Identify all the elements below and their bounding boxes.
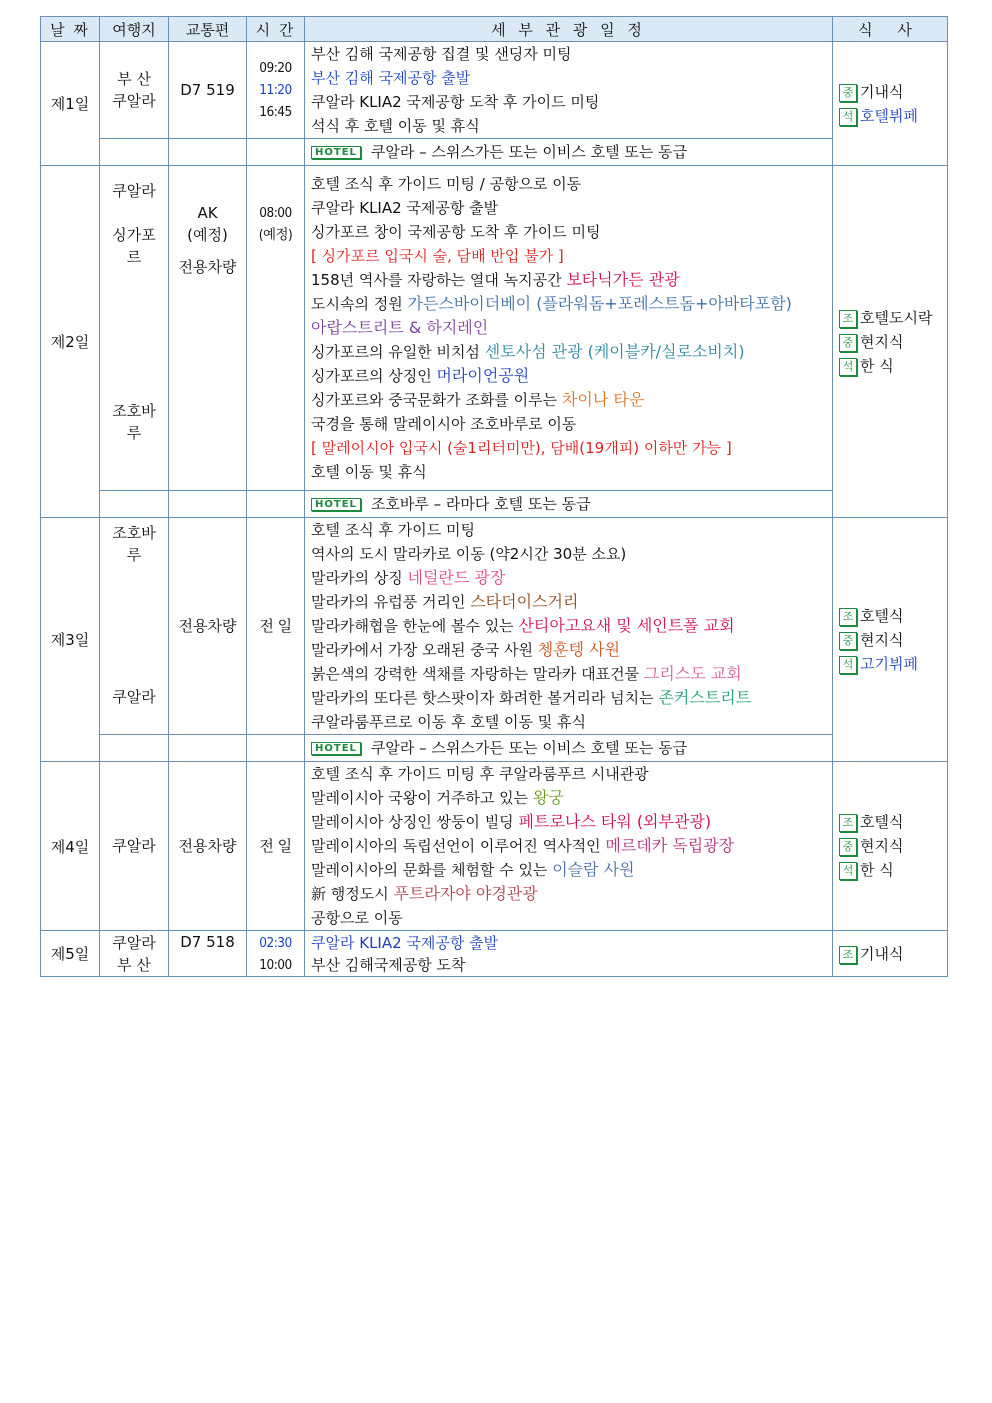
day5-places bbox=[100, 931, 169, 977]
schedule-line bbox=[311, 662, 826, 686]
meal-tag: 중 bbox=[839, 838, 857, 856]
schedule-text: 말레이시아의 독립선언이 이루어진 역사적인 bbox=[311, 837, 606, 855]
schedule-line: 쿠알라 KLIA2 국제공항 도착 후 가이드 미팅 bbox=[311, 93, 600, 111]
day3-hotel-row bbox=[41, 735, 948, 762]
schedule-text: 말라카의 유럽풍 거리인 bbox=[311, 593, 471, 611]
meal-tag: 중 bbox=[839, 632, 857, 650]
day5-time-2: 10:00 bbox=[259, 956, 292, 973]
meal-item bbox=[839, 628, 941, 652]
day5-meals bbox=[833, 931, 948, 977]
header-schedule: 세 부 관 광 일 정 bbox=[305, 17, 833, 42]
day2-time-1: 08:00 bbox=[259, 205, 292, 221]
schedule-text: 싱가포르의 유일한 비치섬 bbox=[311, 343, 485, 361]
schedule-text: 말라카해협을 한눈에 볼수 있는 bbox=[311, 617, 519, 635]
highlight-text: 머라이언공원 bbox=[436, 366, 530, 385]
day1-row bbox=[41, 42, 948, 139]
schedule-line bbox=[311, 858, 826, 882]
day2-times bbox=[247, 166, 305, 491]
meal-text: 기내식 bbox=[860, 82, 904, 101]
meal-tag: 조 bbox=[839, 946, 857, 964]
schedule-line: 아랍스트리트 & 하지레인 bbox=[311, 318, 489, 337]
day2-transport bbox=[169, 166, 247, 491]
hotel-text: 조호바루 – 라마다 호텔 또는 동급 bbox=[370, 495, 591, 513]
meal-item bbox=[839, 306, 941, 330]
schedule-text: 新 행정도시 bbox=[311, 885, 394, 903]
day2-place-1: 쿠알라 bbox=[112, 182, 156, 200]
day5-transport: D7 518 bbox=[169, 931, 247, 977]
meal-text: 호텔뷔페 bbox=[860, 106, 918, 125]
meal-tag: 석 bbox=[839, 358, 857, 376]
day4-transport: 전용차량 bbox=[169, 762, 247, 931]
schedule-line: 공항으로 이동 bbox=[311, 909, 403, 927]
schedule-line: [ 싱가포르 입국시 술, 담배 반입 불가 ] bbox=[311, 247, 564, 265]
meal-item bbox=[839, 354, 941, 378]
day1-place-2: 쿠알라 bbox=[112, 92, 156, 110]
day3-hotel bbox=[305, 735, 833, 762]
highlight-text: 차이나 타운 bbox=[561, 390, 645, 409]
schedule-text: 말레이시아 상징인 쌍둥이 빌딩 bbox=[311, 813, 519, 831]
day1-time-2: 11:20 bbox=[259, 82, 292, 98]
day3-meals bbox=[833, 518, 948, 762]
day2-label: 제2일 bbox=[41, 166, 100, 518]
schedule-line bbox=[311, 590, 826, 614]
day1-places bbox=[100, 42, 169, 139]
schedule-line: 부산 김해국제공항 도착 bbox=[311, 955, 466, 974]
hotel-icon: HOTEL bbox=[311, 498, 361, 511]
schedule-line bbox=[311, 364, 826, 388]
day1-place-1: 부 산 bbox=[117, 70, 151, 88]
highlight-text: 센토사섬 관광 (케이블카/실로소비치) bbox=[484, 342, 745, 361]
day2-transport-1: AK bbox=[197, 204, 218, 222]
meal-item bbox=[839, 652, 941, 676]
day3-transport: 전용차량 bbox=[169, 518, 247, 735]
day3-place-2: 쿠알라 bbox=[112, 688, 156, 706]
schedule-line: 호텔 조식 후 가이드 미팅 bbox=[311, 521, 475, 539]
day2-places bbox=[100, 166, 169, 491]
meal-tag: 조 bbox=[839, 608, 857, 626]
day5-schedule bbox=[305, 931, 833, 977]
day4-place: 쿠알라 bbox=[100, 762, 169, 931]
meal-tag: 중 bbox=[839, 334, 857, 352]
day3-places bbox=[100, 518, 169, 735]
header-date: 날 짜 bbox=[41, 17, 100, 42]
schedule-line: 쿠알라 KLIA2 국제공항 출발 bbox=[311, 933, 499, 952]
meal-item bbox=[839, 104, 941, 128]
day2-schedule bbox=[305, 166, 833, 491]
schedule-line bbox=[311, 566, 826, 590]
schedule-line bbox=[311, 614, 826, 638]
schedule-line bbox=[311, 268, 826, 292]
day1-schedule bbox=[305, 42, 833, 139]
header-destination: 여행지 bbox=[100, 17, 169, 42]
day1-transport: D7 519 bbox=[169, 42, 247, 139]
meal-text: 현지식 bbox=[860, 630, 904, 649]
meal-tag: 조 bbox=[839, 310, 857, 328]
header-meal: 식 사 bbox=[833, 17, 948, 42]
highlight-text: 네덜란드 광장 bbox=[407, 568, 506, 587]
meal-item bbox=[839, 942, 941, 966]
day1-label: 제1일 bbox=[41, 42, 100, 166]
highlight-text: 가든스바이더베이 (플라워돔+포레스트돔+아바타포함) bbox=[407, 294, 792, 313]
meal-text: 호텔식 bbox=[860, 606, 904, 625]
meal-text: 한 식 bbox=[860, 356, 894, 375]
meal-tag: 석 bbox=[839, 108, 857, 126]
meal-text: 현지식 bbox=[860, 332, 904, 351]
header-transport: 교통편 bbox=[169, 17, 247, 42]
schedule-line: 쿠알라룸푸르로 이동 후 호텔 이동 및 휴식 bbox=[311, 713, 586, 731]
day5-place-1: 쿠알라 bbox=[112, 933, 156, 952]
header-row bbox=[41, 17, 948, 42]
schedule-line bbox=[311, 834, 826, 858]
day2-transport-2: (예정) bbox=[187, 226, 228, 244]
schedule-line: 싱가포르 창이 국제공항 도착 후 가이드 미팅 bbox=[311, 223, 601, 241]
schedule-line: 부산 김해 국제공항 출발 bbox=[311, 69, 471, 87]
schedule-line: 호텔 이동 및 휴식 bbox=[311, 463, 427, 481]
highlight-text: 왕궁 bbox=[532, 788, 564, 807]
highlight-text: 존커스트리트 bbox=[658, 688, 752, 707]
meal-text: 현지식 bbox=[860, 837, 904, 855]
schedule-line: [ 말레이시아 입국시 (술1리터미만), 담배(19개피) 이하만 가능 ] bbox=[311, 439, 732, 457]
day1-meals bbox=[833, 42, 948, 166]
day5-row bbox=[41, 931, 948, 977]
schedule-line: 석식 후 호텔 이동 및 휴식 bbox=[311, 117, 480, 135]
day2-place-2: 싱가포르 bbox=[112, 226, 156, 266]
meal-tag: 석 bbox=[839, 862, 857, 880]
meal-text: 기내식 bbox=[860, 944, 904, 963]
schedule-line bbox=[311, 810, 826, 834]
meal-text: 한 식 bbox=[860, 861, 894, 879]
schedule-text: 158년 역사를 자랑하는 열대 녹지공간 bbox=[311, 271, 567, 289]
meal-tag: 석 bbox=[839, 656, 857, 674]
schedule-text: 도시속의 정원 bbox=[311, 295, 408, 313]
day3-times: 전 일 bbox=[247, 518, 305, 735]
meal-item bbox=[839, 80, 941, 104]
day2-time-2: (예정) bbox=[258, 227, 293, 243]
schedule-line: 호텔 조식 후 가이드 미팅 / 공항으로 이동 bbox=[311, 175, 582, 193]
schedule-text: 붉은색의 강력한 색채를 자랑하는 말라카 대표건물 bbox=[311, 665, 644, 683]
highlight-text: 스타더이스거리 bbox=[470, 592, 579, 611]
highlight-text: 페트로나스 타워 (외부관광) bbox=[518, 812, 712, 831]
day3-row bbox=[41, 518, 948, 735]
day2-row bbox=[41, 166, 948, 491]
meal-text: 고기뷔페 bbox=[860, 654, 918, 673]
schedule-line bbox=[311, 686, 826, 710]
header-time: 시 간 bbox=[247, 17, 305, 42]
schedule-text: 말레이시아 국왕이 거주하고 있는 bbox=[311, 789, 533, 807]
day1-time-1: 09:20 bbox=[259, 60, 292, 76]
hotel-icon: HOTEL bbox=[311, 146, 361, 159]
highlight-text: 보타닉가든 관광 bbox=[566, 270, 680, 289]
day4-meals bbox=[833, 762, 948, 931]
meal-tag: 중 bbox=[839, 84, 857, 102]
day4-row bbox=[41, 762, 948, 931]
day2-hotel-row bbox=[41, 491, 948, 518]
day3-label: 제3일 bbox=[41, 518, 100, 762]
day2-hotel bbox=[305, 491, 833, 518]
schedule-line: 부산 김해 국제공항 집결 및 샌딩자 미팅 bbox=[311, 45, 572, 63]
highlight-text: 그리스도 교회 bbox=[643, 664, 742, 683]
schedule-line bbox=[311, 638, 826, 662]
schedule-text: 싱가포르와 중국문화가 조화를 이루는 bbox=[311, 391, 562, 409]
day3-place-1: 조호바루 bbox=[112, 524, 156, 564]
schedule-text: 말라카의 또다른 핫스팟이자 화려한 볼거리라 넘치는 bbox=[311, 689, 659, 707]
day2-place-3: 조호바루 bbox=[112, 402, 156, 442]
day1-time-3: 16:45 bbox=[259, 104, 292, 120]
schedule-line: 국경을 통해 말레이시아 조호바루로 이동 bbox=[311, 415, 577, 433]
meal-text: 호텔도시락 bbox=[860, 308, 933, 327]
meal-text: 호텔식 bbox=[860, 813, 904, 831]
meal-item bbox=[839, 858, 941, 882]
day2-meals bbox=[833, 166, 948, 518]
day1-hotel-row bbox=[41, 139, 948, 166]
schedule-text: 말라카에서 가장 오래된 중국 사원 bbox=[311, 641, 538, 659]
schedule-line bbox=[311, 786, 826, 810]
day5-place-2: 부 산 bbox=[117, 955, 151, 974]
highlight-text: 산티아고요새 및 세인트폴 교회 bbox=[518, 616, 735, 635]
day4-label: 제4일 bbox=[41, 762, 100, 931]
meal-item bbox=[839, 604, 941, 628]
day2-transport-3: 전용차량 bbox=[178, 258, 237, 276]
hotel-text: 쿠알라 – 스위스가든 또는 이비스 호텔 또는 동급 bbox=[370, 739, 688, 757]
highlight-text: 메르데카 독립광장 bbox=[605, 836, 735, 855]
meal-tag: 조 bbox=[839, 814, 857, 832]
schedule-line: 역사의 도시 말라카로 이동 (약2시간 30분 소요) bbox=[311, 545, 627, 563]
meal-item bbox=[839, 810, 941, 834]
schedule-text: 싱가포르의 상징인 bbox=[311, 367, 437, 385]
day1-times bbox=[247, 42, 305, 139]
highlight-text: 푸트라자야 야경관광 bbox=[393, 884, 538, 903]
day5-label: 제5일 bbox=[41, 931, 100, 977]
schedule-line: 호텔 조식 후 가이드 미팅 후 쿠알라룸푸르 시내관광 bbox=[311, 765, 649, 783]
day1-hotel bbox=[305, 139, 833, 166]
day4-times: 전 일 bbox=[247, 762, 305, 931]
schedule-text: 말라카의 상징 bbox=[311, 569, 408, 587]
meal-item bbox=[839, 330, 941, 354]
hotel-icon: HOTEL bbox=[311, 742, 361, 755]
schedule-line bbox=[311, 340, 826, 364]
schedule-line: 쿠알라 KLIA2 국제공항 출발 bbox=[311, 199, 499, 217]
hotel-text: 쿠알라 – 스위스가든 또는 이비스 호텔 또는 동급 bbox=[370, 143, 688, 161]
itinerary-table bbox=[40, 16, 948, 977]
highlight-text: 쳉훈텡 사원 bbox=[537, 640, 621, 659]
day3-schedule bbox=[305, 518, 833, 735]
day4-schedule bbox=[305, 762, 833, 931]
schedule-text: 말레이시아의 문화를 체험할 수 있는 bbox=[311, 861, 553, 879]
day5-times bbox=[247, 931, 305, 977]
schedule-line bbox=[311, 388, 826, 412]
meal-item bbox=[839, 834, 941, 858]
schedule-line bbox=[311, 292, 826, 316]
highlight-text: 이슬람 사원 bbox=[552, 860, 635, 879]
day5-time-1: 02:30 bbox=[259, 934, 292, 951]
schedule-line bbox=[311, 882, 826, 906]
